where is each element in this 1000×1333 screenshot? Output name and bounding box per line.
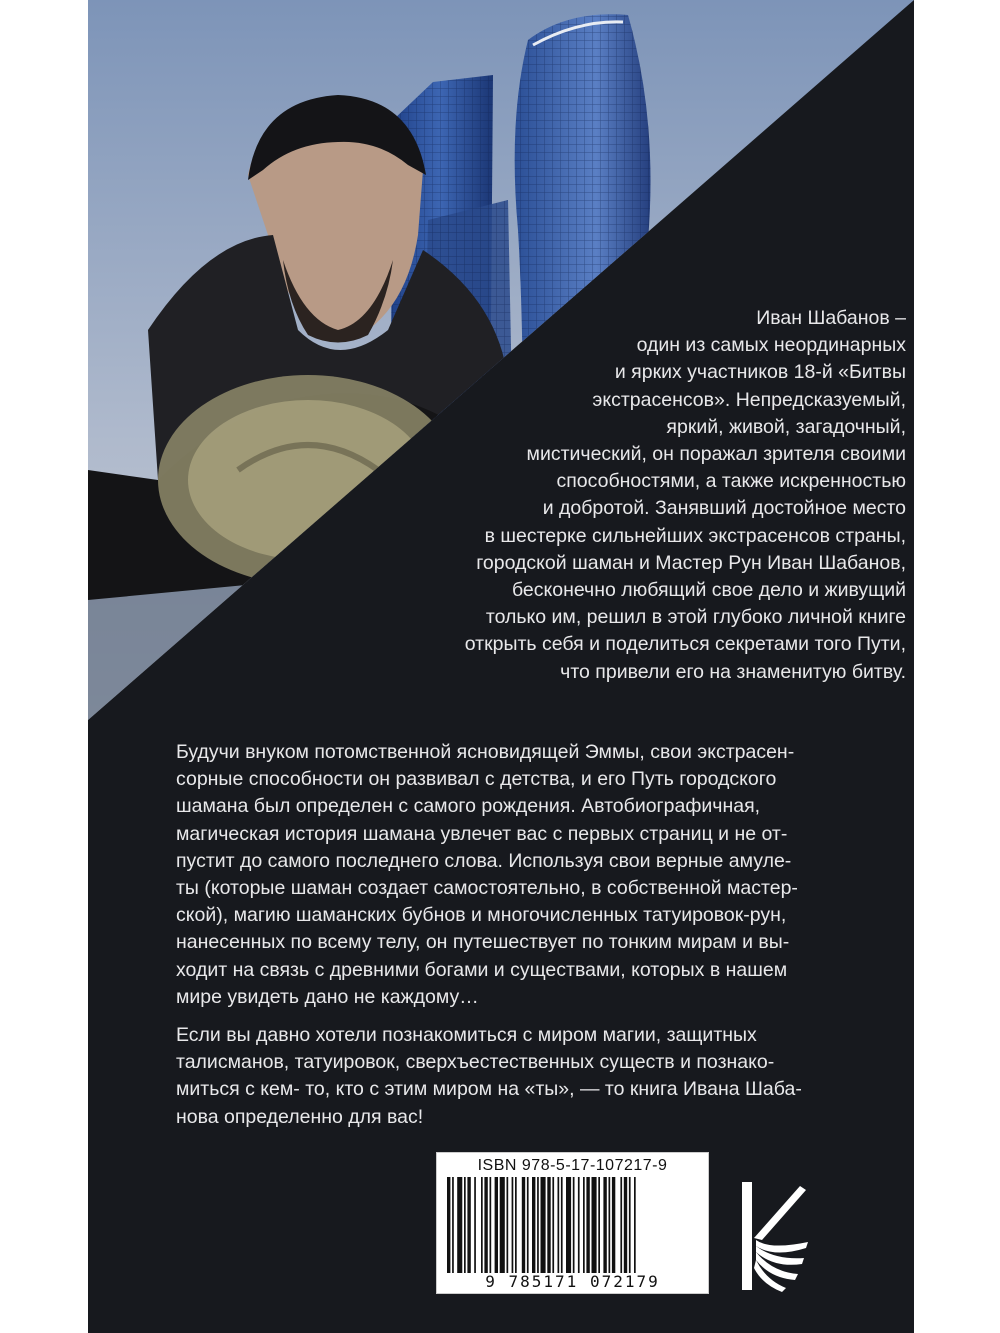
barcode-bar bbox=[507, 1177, 509, 1273]
barcode-bar bbox=[609, 1177, 611, 1273]
intro-line: только им, решил в этой глубоко личной книге bbox=[485, 606, 906, 629]
publisher-k-logo-icon bbox=[740, 1180, 812, 1292]
barcode-bar bbox=[620, 1177, 622, 1273]
barcode-bar bbox=[558, 1177, 560, 1273]
paragraph-line: магическая история шамана увлечет вас с первых страниц и не от- bbox=[176, 822, 788, 845]
paragraph-line: сорные способности он развивал с детства, и его Путь городского bbox=[176, 768, 777, 791]
paragraph-line: мире увидеть дано не каждому… bbox=[176, 985, 479, 1008]
barcode-bar bbox=[474, 1177, 476, 1273]
barcode-bar bbox=[629, 1177, 631, 1273]
description-paragraph-1 bbox=[176, 739, 816, 1011]
barcode-bar bbox=[495, 1177, 498, 1273]
barcode-bar bbox=[624, 1177, 627, 1273]
intro-line: Иван Шабанов – bbox=[756, 307, 906, 329]
barcode-bar bbox=[612, 1177, 615, 1273]
description-paragraph-2 bbox=[176, 1022, 816, 1131]
paragraph-line: пустит до самого последнего слова. Используя свои верные амуле- bbox=[176, 849, 792, 872]
barcode-bar bbox=[561, 1177, 563, 1273]
barcode-bar bbox=[457, 1177, 462, 1273]
intro-line: способностями, а также искренностью bbox=[556, 470, 906, 493]
barcode-bar bbox=[603, 1177, 606, 1273]
intro-line: бесконечно любящий свое дело и живущий bbox=[511, 579, 906, 602]
intro-line: и добротой. Занявший достойное место bbox=[542, 497, 906, 520]
paragraph-line: ты (которые шаман создает самостоятельно, в собственной мастер- bbox=[176, 877, 798, 900]
paragraph-line: Если вы давно хотели познакомиться с миром магии, защитных bbox=[176, 1024, 757, 1046]
isbn-barcode bbox=[436, 1152, 709, 1294]
barcode-bar bbox=[547, 1177, 550, 1273]
barcode-bar bbox=[598, 1177, 600, 1273]
isbn-digits: 9 785171 072179 bbox=[485, 1272, 660, 1291]
barcode-bar bbox=[527, 1177, 529, 1273]
barcode-bar bbox=[578, 1177, 580, 1273]
barcode-bar bbox=[532, 1177, 535, 1273]
barcode-bar bbox=[592, 1177, 597, 1273]
paragraph-line: ской), магию шаманских бубнов и многочисленных татуировок-рун, bbox=[176, 904, 787, 927]
barcode-bar bbox=[552, 1177, 554, 1273]
barcode-bar bbox=[566, 1177, 571, 1273]
barcode-bar bbox=[512, 1177, 514, 1273]
barcode-bar bbox=[515, 1177, 517, 1273]
intro-line: экстрасенсов». Непредсказуемый, bbox=[592, 388, 906, 411]
paragraph-line: нанесенных по всему телу, он путешествует по тонким мирам и вы- bbox=[176, 931, 790, 954]
paragraph-line: шамана был определен с самого рождения. Автобиографичная, bbox=[176, 795, 761, 818]
intro-line: городской шаман и Мастер Рун Иван Шабанов, bbox=[476, 551, 906, 574]
intro-line: и ярких участников 18-й «Битвы bbox=[614, 361, 906, 384]
intro-line: открыть себя и поделиться секретами того Пути, bbox=[464, 633, 906, 656]
intro-line: мистический, он поражал зрителя своими bbox=[526, 443, 906, 466]
barcode-bar bbox=[541, 1177, 546, 1273]
intro-line: яркий, живой, загадочный, bbox=[666, 415, 906, 438]
barcode-bar bbox=[464, 1177, 466, 1273]
isbn-label: ISBN 978-5-17-107217-9 bbox=[477, 1157, 668, 1174]
barcode-bar bbox=[522, 1177, 525, 1273]
barcode-bars-icon bbox=[447, 1177, 698, 1273]
barcode-bar bbox=[447, 1177, 450, 1273]
intro-line: один из самых неординарных bbox=[636, 334, 906, 357]
barcode-bar bbox=[586, 1177, 589, 1273]
barcode-bar bbox=[490, 1177, 492, 1273]
barcode-bar bbox=[500, 1177, 505, 1273]
book-back-cover bbox=[88, 0, 914, 1333]
paragraph-line: нова определенно для вас! bbox=[176, 1105, 424, 1128]
paragraph-line: миться с кем- то, кто с этим миром на «ты», — то книга Ивана Шаба- bbox=[176, 1078, 802, 1101]
barcode-bar bbox=[583, 1177, 585, 1273]
barcode-bar bbox=[634, 1177, 636, 1273]
intro-line: в шестерке сильнейших экстрасенсов страны, bbox=[484, 524, 906, 547]
barcode-bar bbox=[484, 1177, 487, 1273]
intro-line: что привели его на знаменитую битву. bbox=[560, 660, 906, 683]
barcode-bar bbox=[467, 1177, 470, 1273]
barcode-bar bbox=[481, 1177, 483, 1273]
author-intro bbox=[306, 305, 906, 686]
barcode-bar bbox=[452, 1177, 454, 1273]
barcode-bar bbox=[537, 1177, 539, 1273]
paragraph-line: ходит на связь с древними богами и существами, которых в нашем bbox=[176, 958, 788, 981]
paragraph-line: талисманов, татуировок, сверхъестественных существ и познако- bbox=[176, 1051, 775, 1074]
barcode-bar bbox=[573, 1177, 575, 1273]
paragraph-line: Будучи внуком потомственной ясновидящей Эммы, свои экстрасен- bbox=[176, 741, 795, 763]
